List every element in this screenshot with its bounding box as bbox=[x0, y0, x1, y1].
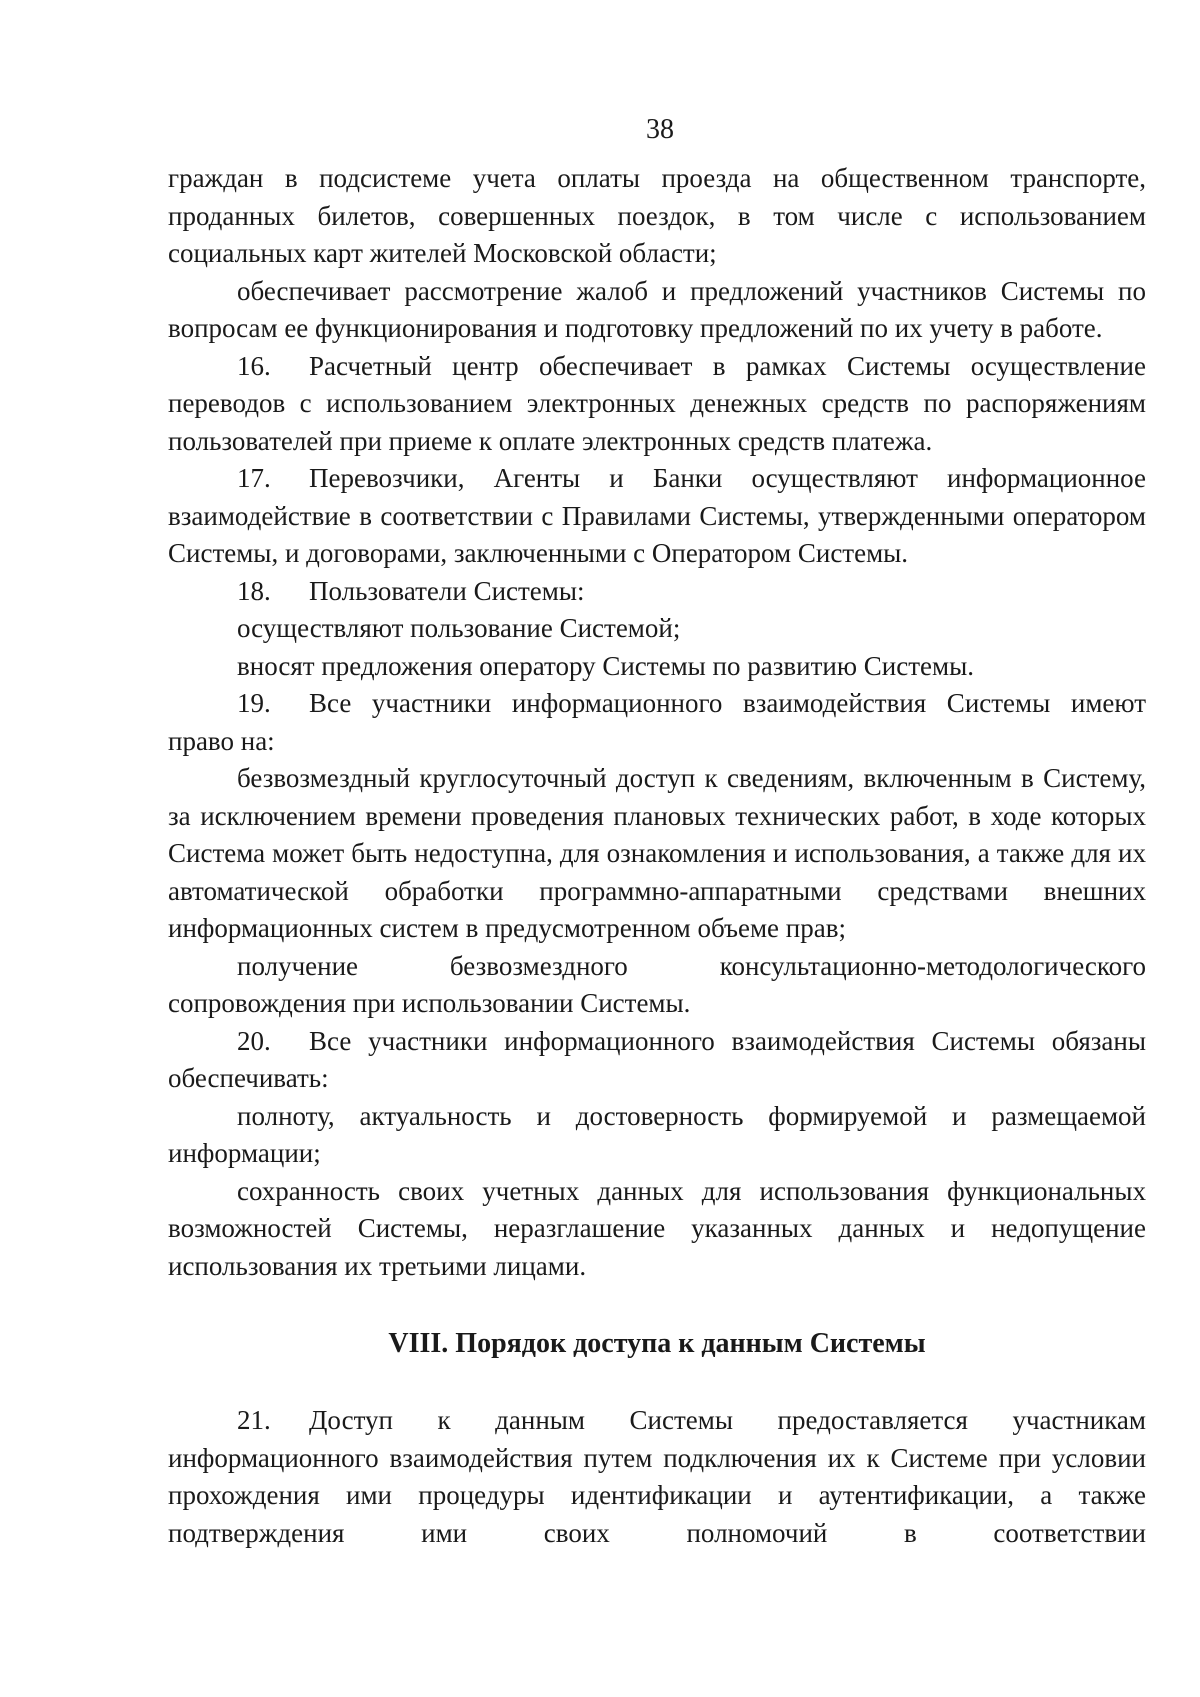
document-body bbox=[168, 160, 1146, 1552]
clause-18 bbox=[168, 573, 1146, 611]
page-number: 38 bbox=[646, 114, 674, 145]
clause-21 bbox=[168, 1402, 1146, 1552]
clause-19-item-b: получение безвозмездного консультационно-методологического сопровождения при использовании Системы. bbox=[168, 950, 1146, 1018]
clause-18-item-a: осуществляют пользование Системой; bbox=[237, 613, 681, 643]
clause-text: Расчетный центр обеспечивает в рамках Системы осуществление переводов с использованием электронных денежных средств по распоряжениям пользователей при приеме к оплате электронных средств платежа. bbox=[168, 350, 1146, 456]
clause-text: Все участники информационного взаимодействия Системы обязаны обеспечивать: bbox=[168, 1025, 1146, 1093]
clause-number: 16. bbox=[237, 350, 271, 381]
clause-number: 21. bbox=[237, 1405, 271, 1435]
clause-18-item-b: вносят предложения оператору Системы по развитию Системы. bbox=[237, 650, 974, 681]
clause-text: Перевозчики, Агенты и Банки осуществляют информационное взаимодействие в соответствии с Правилами Системы, утвержденными оператором Системы, и договорами, заключенными с Оператором Системы. bbox=[168, 463, 1146, 568]
clause-number: 20. bbox=[237, 1025, 271, 1056]
paragraph-complaints: обеспечивает рассмотрение жалоб и предложений участников Системы по вопросам ее функционирования и подготовку предложений по их учету в работе. bbox=[168, 275, 1146, 343]
paragraph-continuation: граждан в подсистеме учета оплаты проезда на общественном транспорте, проданных билетов, совершенных поездок, в том числе с использованием социальных карт жителей Московской области; bbox=[168, 163, 1146, 268]
section-heading: VIII. Порядок доступа к данным Системы bbox=[388, 1328, 926, 1359]
clause-text: Все участники информационного взаимодействия Системы имеют право на: bbox=[168, 688, 1146, 756]
clause-16 bbox=[168, 348, 1146, 461]
clause-text: Пользователи Системы: bbox=[309, 575, 585, 606]
clause-20 bbox=[168, 1023, 1146, 1098]
clause-number: 19. bbox=[237, 688, 271, 718]
clause-20-item-b: сохранность своих учетных данных для использования функциональных возможностей Системы, неразглашение указанных данных и недопущение использования их третьими лицами. bbox=[168, 1175, 1146, 1281]
clause-number: 17. bbox=[237, 463, 271, 493]
clause-19 bbox=[168, 685, 1146, 760]
clause-19-item-a: безвозмездный круглосуточный доступ к сведениям, включенным в Систему, за исключением времени проведения плановых технических работ, в ходе которых Система может быть недоступна, для ознакомления и использования, а также для их автоматической обработки программно-аппаратными средствами внешних информационных систем в предусмотренном объеме прав; bbox=[168, 763, 1146, 943]
clause-20-item-a: полноту, актуальность и достоверность формируемой и размещаемой информации; bbox=[168, 1100, 1146, 1168]
clause-17 bbox=[168, 460, 1146, 573]
clause-number: 18. bbox=[237, 575, 271, 606]
clause-text: Доступ к данным Системы предоставляется участникам информационного взаимодействия путем подключения их к Системе при условии прохождения ими процедуры идентификации и аутентификации, а также подтверждения ими своих полномочий в соответствии bbox=[168, 1405, 1146, 1548]
